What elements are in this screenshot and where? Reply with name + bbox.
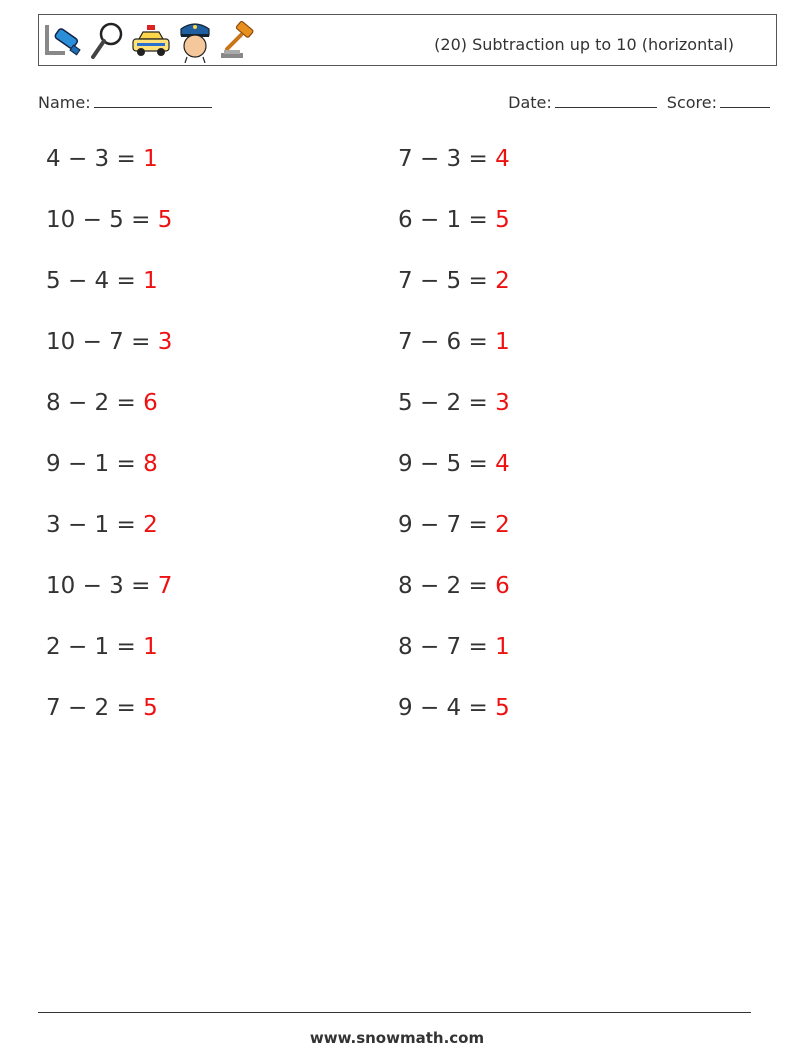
problem-answer: 6 <box>495 573 510 599</box>
problem-expression: 2 − 1 = <box>46 634 136 660</box>
problem-expression: 9 − 4 = <box>398 695 488 721</box>
problem-expression: 4 − 3 = <box>46 146 136 172</box>
problem-expression: 10 − 5 = <box>46 207 151 233</box>
problem-answer: 3 <box>157 329 173 355</box>
problem-left-9 <box>46 634 158 660</box>
footer-divider <box>38 1012 751 1013</box>
problem-right-5 <box>398 390 510 416</box>
header-box <box>38 14 777 66</box>
problem-left-1 <box>46 146 158 172</box>
problem-answer: 4 <box>495 451 510 477</box>
problem-answer: 4 <box>495 146 510 172</box>
problem-expression: 9 − 5 = <box>398 451 488 477</box>
footer-url: www.snowmath.com <box>309 1029 485 1047</box>
header-icons <box>43 19 259 63</box>
problem-expression: 3 − 1 = <box>46 512 136 538</box>
problem-answer: 1 <box>495 329 510 355</box>
problem-expression: 9 − 7 = <box>398 512 488 538</box>
score-blank[interactable] <box>720 93 770 108</box>
problem-expression: 7 − 2 = <box>46 695 136 721</box>
date-label: Date: <box>508 93 552 112</box>
police-officer-icon <box>175 19 215 63</box>
name-blank[interactable] <box>94 93 212 108</box>
problem-right-8 <box>398 573 510 599</box>
date-score-fields <box>508 93 770 112</box>
problem-answer: 1 <box>143 268 158 294</box>
problem-right-7 <box>398 512 510 538</box>
problem-answer: 5 <box>157 207 173 233</box>
problem-answer: 2 <box>143 512 158 538</box>
problem-right-9 <box>398 634 510 660</box>
problem-expression: 7 − 5 = <box>398 268 488 294</box>
problem-right-1 <box>398 146 510 172</box>
problem-answer: 1 <box>143 146 158 172</box>
problem-expression: 5 − 4 = <box>46 268 136 294</box>
problem-left-10 <box>46 695 158 721</box>
problem-answer: 5 <box>495 695 510 721</box>
date-blank[interactable] <box>555 93 657 108</box>
problem-expression: 10 − 7 = <box>46 329 151 355</box>
worksheet-title: (20) Subtraction up to 10 (horizontal) <box>434 35 734 54</box>
problem-expression: 7 − 6 = <box>398 329 488 355</box>
problem-expression: 5 − 2 = <box>398 390 488 416</box>
problem-answer: 7 <box>157 573 173 599</box>
problem-answer: 3 <box>495 390 510 416</box>
problem-answer: 1 <box>495 634 510 660</box>
problem-left-8 <box>46 573 172 599</box>
score-label: Score: <box>666 93 717 112</box>
problem-right-4 <box>398 329 510 355</box>
problem-left-2 <box>46 207 172 233</box>
police-car-icon <box>131 19 171 63</box>
problem-left-3 <box>46 268 158 294</box>
problem-expression: 10 − 3 = <box>46 573 151 599</box>
problem-right-6 <box>398 451 510 477</box>
problem-expression: 7 − 3 = <box>398 146 488 172</box>
problem-answer: 2 <box>495 268 510 294</box>
problem-right-2 <box>398 207 510 233</box>
microscope-icon <box>43 19 83 63</box>
problem-left-4 <box>46 329 172 355</box>
problem-left-6 <box>46 451 158 477</box>
gavel-icon <box>219 19 259 63</box>
problem-expression: 8 − 2 = <box>398 573 488 599</box>
problem-right-3 <box>398 268 510 294</box>
problem-expression: 8 − 2 = <box>46 390 136 416</box>
name-label: Name: <box>38 93 91 112</box>
problem-left-7 <box>46 512 158 538</box>
problem-left-5 <box>46 390 158 416</box>
problem-right-10 <box>398 695 510 721</box>
name-field <box>38 93 212 112</box>
problem-answer: 8 <box>143 451 158 477</box>
problem-expression: 9 − 1 = <box>46 451 136 477</box>
problem-answer: 2 <box>495 512 510 538</box>
problem-answer: 1 <box>143 634 158 660</box>
problem-answer: 5 <box>143 695 158 721</box>
problem-expression: 8 − 7 = <box>398 634 488 660</box>
problem-answer: 5 <box>495 207 510 233</box>
magnifying-glass-icon <box>87 19 127 63</box>
problem-answer: 6 <box>143 390 158 416</box>
problem-expression: 6 − 1 = <box>398 207 488 233</box>
